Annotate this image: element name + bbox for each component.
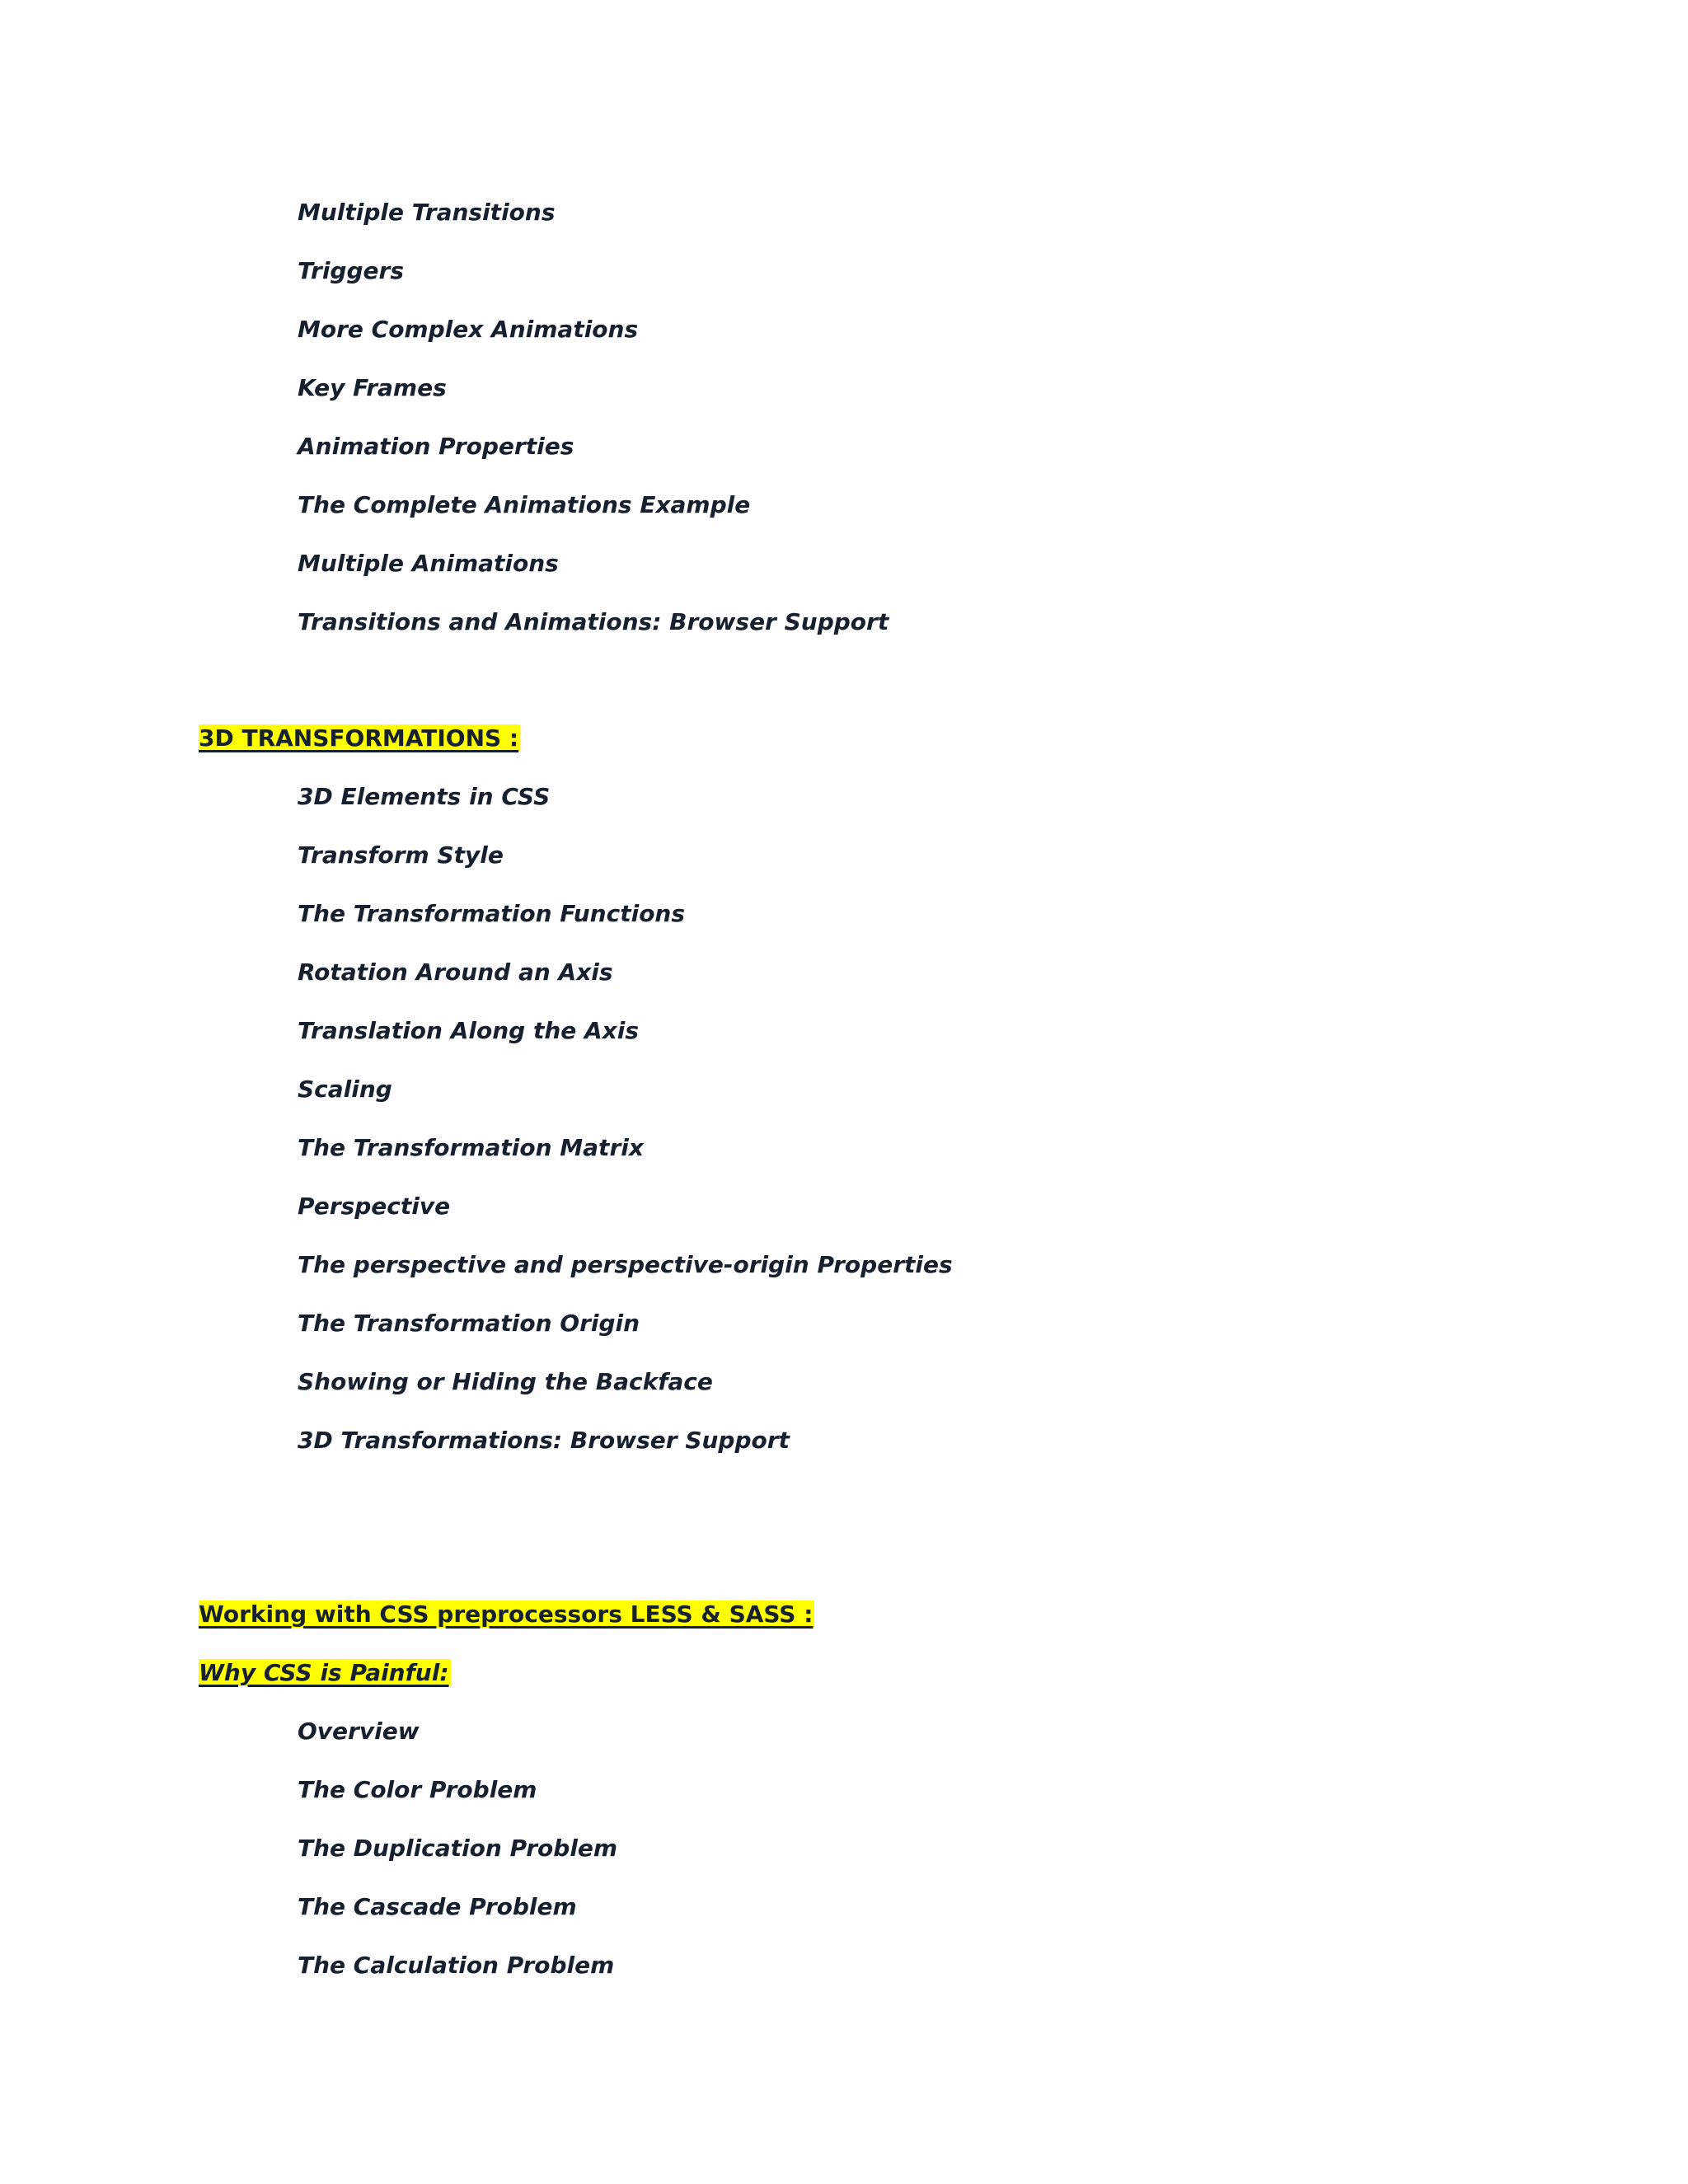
section-heading-preprocessors [199, 1600, 814, 1629]
list-item: The Transformation Functions [298, 900, 686, 927]
list-item: The Transformation Matrix [298, 1134, 644, 1161]
subheading-why-css-painful [199, 1658, 451, 1688]
section-heading-text: Working with CSS preprocessors LESS & SASS : [199, 1601, 814, 1628]
list-item: 3D Transformations: Browser Support [298, 1427, 790, 1454]
subheading-text: Why CSS is Painful: [199, 1659, 449, 1686]
list-item: The Transformation Origin [298, 1310, 640, 1337]
list-item: The Calculation Problem [298, 1952, 615, 1979]
list-item: Transform Style [298, 841, 504, 869]
list-item: The perspective and perspective-origin Properties [298, 1251, 953, 1278]
list-item: Showing or Hiding the Backface [298, 1368, 713, 1395]
list-item: Translation Along the Axis [298, 1017, 639, 1044]
list-item: 3D Elements in CSS [298, 783, 551, 810]
section-heading-text: 3D TRANSFORMATIONS : [199, 724, 519, 752]
list-item: Multiple Transitions [298, 199, 556, 226]
list-item: Triggers [298, 257, 404, 284]
list-item: Key Frames [298, 374, 447, 401]
list-item: Scaling [298, 1076, 392, 1103]
list-item: The Duplication Problem [298, 1835, 618, 1862]
list-item: Rotation Around an Axis [298, 958, 613, 986]
list-item: The Cascade Problem [298, 1893, 577, 1920]
section-heading-3d-transformations [199, 724, 520, 753]
list-item: Transitions and Animations: Browser Support [298, 608, 889, 635]
list-item: The Complete Animations Example [298, 491, 751, 518]
list-item: Overview [298, 1718, 420, 1745]
list-item: The Color Problem [298, 1776, 537, 1803]
list-item: Animation Properties [298, 433, 574, 460]
list-item: More Complex Animations [298, 316, 639, 343]
list-item: Perspective [298, 1193, 451, 1220]
list-item: Multiple Animations [298, 550, 559, 577]
